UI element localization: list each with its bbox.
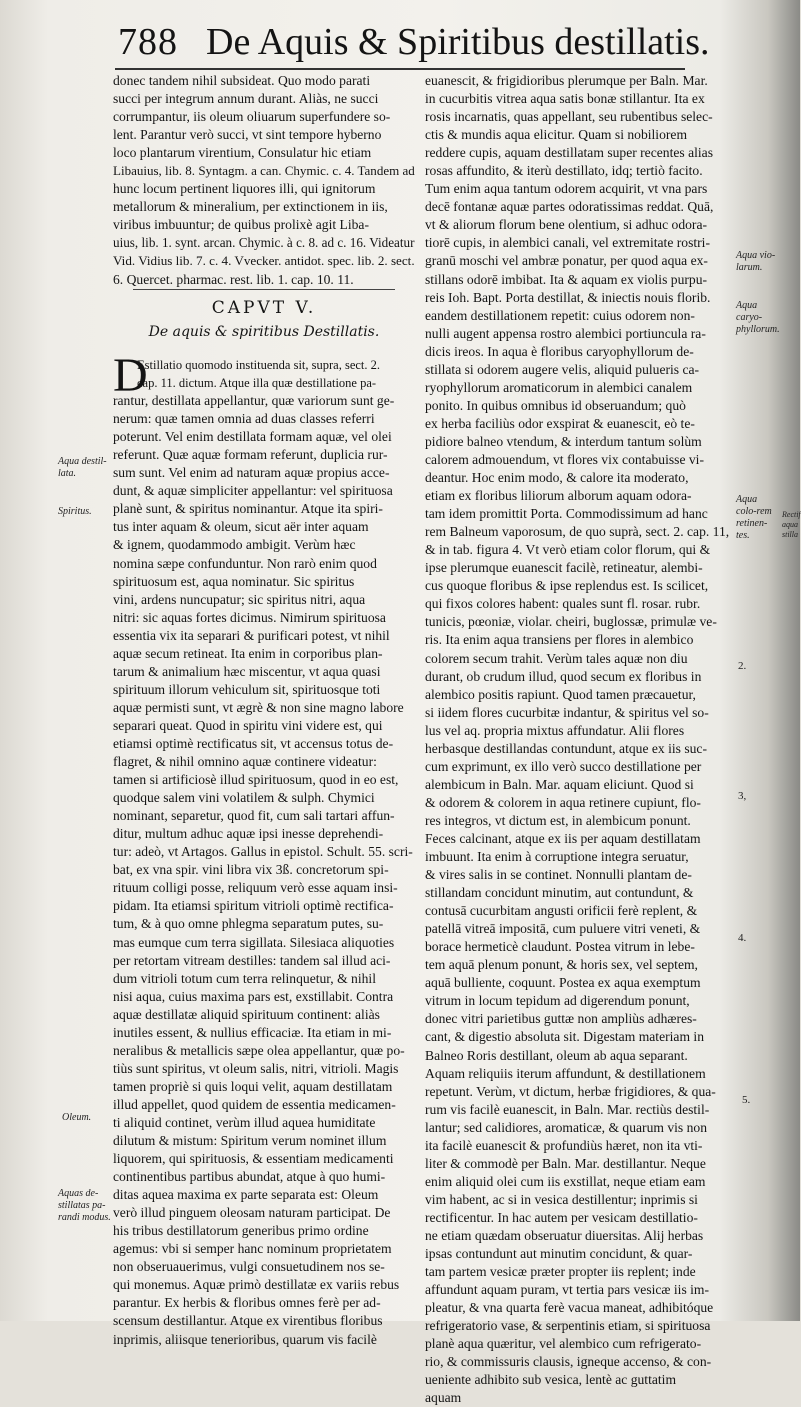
text-line: ne etiam quædam obseruatur diuersitas. Alij herbas bbox=[425, 1228, 704, 1243]
page-number: 788 bbox=[118, 21, 178, 63]
text-line: planè sunt, & spiritus nominantur. Atque ita spiri- bbox=[113, 501, 383, 517]
text-line: rum vis facilè euanescit, in Baln. Mar. rectiùs destil- bbox=[425, 1101, 710, 1117]
text-line: nisi aqua, cuius maxima pars est, exstillabit. Contra bbox=[113, 988, 394, 1004]
text-line: & odorem & colorem in aqua retinere cupiunt, flo- bbox=[425, 794, 701, 810]
text-line: Aquam reliquiis iterum affundunt, & destillationem bbox=[425, 1065, 706, 1081]
margin-number-5: 5. bbox=[742, 1094, 751, 1106]
text-line: stillandam concidunt minutim, aut contundunt, & bbox=[425, 885, 694, 901]
text-line: Feces calcinant, atque ex iis per aquam destillatam bbox=[425, 830, 701, 846]
text-line: non obseruauerimus, vulgi consuetudinem nos se- bbox=[113, 1259, 385, 1275]
text-line: dunt, & aquæ simpliciter appellantur: vel spirituosa bbox=[113, 483, 393, 499]
margin-number-2: 2. bbox=[738, 660, 747, 672]
text-line: calorem admouendum, vt flores vix contabuisse vi- bbox=[425, 451, 704, 467]
text-line: qui fixos colores habent: quales sunt fl. rosar. rubr. bbox=[425, 596, 701, 612]
text-line: eandem destillationem repetit: cuius odorem non- bbox=[425, 307, 695, 323]
text-line: aquæ destillatæ aliquid spirituum continent: aliàs bbox=[113, 1006, 380, 1022]
text-line: tiorē cupis, in alembici canali, vel extremitate rostri- bbox=[425, 235, 710, 251]
text-line: uius, lib. 1. synt. arcan. Chymic. à c. 8. ad c. 16. Videatur bbox=[113, 235, 415, 251]
text-line: inprimis, aliisque tenerioribus, quarum vis facilè bbox=[113, 1331, 377, 1347]
text-line: dicis ireos. In aqua è floribus caryophyllorum de- bbox=[425, 343, 694, 359]
text-line: Estillatio quomodo instituenda sit, supra, sect. 2. bbox=[137, 358, 381, 372]
text-line: tamen si artificiosè illud spirituosum, quod in eo est, bbox=[113, 772, 399, 788]
right-column bbox=[425, 72, 732, 1407]
text-line: deantur. Hoc enim modo, & calore ita moderato, bbox=[425, 470, 689, 486]
margin-note-aqua-colorem: Aqua colo-rem retinen-tes. bbox=[736, 494, 772, 541]
text-line: stillata si odorem augere velis, aliquid pulueris ca- bbox=[425, 361, 700, 377]
text-line: rio, & commissuris clausis, igneque accenso, & con- bbox=[425, 1354, 712, 1370]
text-line: ditas aquea maxima ex parte separata est: Oleum bbox=[113, 1187, 379, 1203]
text-line: etiam ex floribus liliorum alborum aquam odora- bbox=[425, 488, 692, 504]
margin-number-4: 4. bbox=[738, 932, 747, 944]
text-line: si iidem flores cucurbitæ indantur, & spiritus vel so- bbox=[425, 704, 709, 720]
text-line: separari queat. Quod in spiritu vini videre est, qui bbox=[113, 717, 383, 733]
text-line: vim habent, ac si in vesica destillentur; inprimis si bbox=[425, 1191, 698, 1207]
text-line: spirituosum est, aqua nominatur. Sic spiritus bbox=[113, 573, 355, 589]
header-rule bbox=[115, 68, 685, 70]
text-line: decē fontanæ aquæ partes odoratissimas reddat. Quā, bbox=[425, 199, 714, 215]
text-line: his tribus destillatorum generibus primo ordine bbox=[113, 1223, 369, 1239]
text-line: vini, ardens nuncupatur; sic spiritus nitri, aqua bbox=[113, 591, 366, 607]
text-line: planè aqua quæritur, vel alembico cum refrigerato- bbox=[425, 1336, 702, 1352]
text-line: affundunt aquam puram, vt tertia pars vesicæ iis im- bbox=[425, 1282, 710, 1298]
text-line: qui monemus. Aquæ primò destillatæ ex variis rebus bbox=[113, 1277, 400, 1293]
text-line: agemus: vbi si semper hanc nominum proprietatem bbox=[113, 1241, 392, 1257]
margin-note-aquas-parandi: Aquas de-stillatas pa-randi modus. bbox=[58, 1188, 111, 1223]
text-line: corrumpantur, iis oleum oliuarum superfundere so- bbox=[113, 109, 391, 125]
text-line: scensum destillantur. Atque ex virentibus floribus bbox=[113, 1313, 383, 1329]
text-line: tem aquā plenum ponunt, & horis sex, vel septem, bbox=[425, 957, 698, 973]
text-line: ipsas contundunt aut minutim concidunt, & quar- bbox=[425, 1246, 693, 1262]
text-line: Libauius, lib. 8. Syntagm. a can. Chymic. c. 4. Tandem ad bbox=[113, 163, 415, 179]
text-line: tur: adeò, vt Artagos. Gallus in epistol. Schult. 55. scri- bbox=[113, 844, 413, 860]
margin-note-spiritus: Spiritus. bbox=[58, 506, 92, 517]
text-line: vt & aliorum florum bene olentium, si adhuc odora- bbox=[425, 217, 708, 233]
text-line: mas eumque cum terra sigillata. Silesiaca aliquoties bbox=[113, 934, 395, 950]
text-line: refrigeratorio vase, & serpentinis etiam, si spirituosa bbox=[425, 1318, 711, 1334]
text-line: metallorum & mineralium, per extinctionem in iis, bbox=[113, 199, 388, 215]
text-line: granū moschi vel ambræ ponatur, per quod aqua ex- bbox=[425, 253, 708, 269]
text-line: rosis incarnatis, quas appellant, seu rubentibus selec- bbox=[425, 109, 713, 125]
text-line: imbuunt. Ita enim à corruptione integra seruatur, bbox=[425, 849, 689, 865]
text-line: 6. Quercet. pharmac. rest. lib. 1. cap. 10. 11. bbox=[113, 271, 354, 287]
text-line: viribus imbuuntur; de quibus prolixè agit Liba- bbox=[113, 217, 369, 233]
text-line: bat, ex vna spir. vini libra vix 3ß. concretorum spi- bbox=[113, 862, 389, 878]
text-line: Vid. Vidius lib. 7. c. 4. Vvecker. antidot. spec. lib. 2. sect. bbox=[113, 253, 415, 269]
text-line: rosas affundito, & iterù destillato, idq; tertiò facito. bbox=[425, 163, 703, 179]
text-line: tarum & animalium hæc miscentur, vt aqua quasi bbox=[113, 663, 381, 679]
running-title: De Aquis & Spiritibus destillatis. bbox=[206, 21, 710, 63]
text-line: ti aliquid continet, verùm illud aquea humiditate bbox=[113, 1114, 376, 1130]
chapter-title: CAPVT V. bbox=[211, 298, 317, 318]
text-line: repetunt. Verùm, vt dictum, herbæ frigidiores, & qua- bbox=[425, 1083, 716, 1099]
text-line: enim aliquid olei cum iis exstillat, neque etiam eam bbox=[425, 1173, 706, 1189]
text-line: dum vitrioli totum cum terra relinquetur, & nihil bbox=[113, 970, 376, 986]
text-line: ryophyllorum aromaticorum in alembici canalem bbox=[425, 379, 693, 395]
text-line: quodque salem vini volatilem & sulph. Chymici bbox=[113, 790, 375, 806]
text-line: sum sunt. Vel enim ad naturam aquæ propius acce- bbox=[113, 465, 390, 481]
text-line: tam idem promittit Porta. Commodissimum ad hanc bbox=[425, 506, 708, 522]
text-line: aquæ secum retineat. Ita enim in corporibus plan- bbox=[113, 645, 383, 661]
text-line: donec tandem nihil subsideat. Quo modo parati bbox=[113, 73, 371, 88]
text-line: aquam bbox=[425, 1390, 462, 1406]
text-line: tamen propriè si quis loqui velit, aquam destillatam bbox=[113, 1078, 393, 1094]
text-line: & vires salis in se continet. Nonnulli plantam de- bbox=[425, 867, 692, 883]
text-line: rituum colligi posse, reliquum verò esse aquam insi- bbox=[113, 880, 398, 896]
text-line: inutiles essent, & nullius efficaciæ. Ita etiam in mi- bbox=[113, 1024, 392, 1040]
text-line: verò illud pinguem oleosam naturam participat. De bbox=[113, 1205, 391, 1221]
text-line: borace hermeticè claudunt. Postea vitrum in lebe- bbox=[425, 939, 695, 955]
text-line: parantur. Ex herbis & floribus omnes ferè per ad- bbox=[113, 1295, 381, 1311]
text-line: tam partem vesicæ præter propter iis replent; inde bbox=[425, 1264, 696, 1280]
text-line: tum, & à quo omne phlegma separatum putes, su- bbox=[113, 916, 384, 932]
text-line: pleatur, & vna quarta ferè vacua maneat, adhibitóque bbox=[425, 1300, 714, 1316]
margin-note-oleum: Oleum. bbox=[62, 1112, 92, 1123]
text-line: pidam. Ita etiamsi spiritum vitrioli optimè rectifica- bbox=[113, 898, 394, 914]
text-line: continentibus partibus abundat, atque à quo humi- bbox=[113, 1169, 386, 1185]
text-line: aquæ permisti sunt, vt ægrè & non sine magno labore bbox=[113, 699, 404, 715]
text-line: cant, & digestio absoluta sit. Digestam materiam in bbox=[425, 1029, 704, 1045]
text-line: nulli augent appensa rostro alembici portiuncula ra- bbox=[425, 325, 706, 341]
margin-number-3: 3, bbox=[738, 790, 747, 802]
text-line: per retortam vitream destilles: tandem sal illud aci- bbox=[113, 952, 391, 968]
text-line: ita facilè euanescit & profundiùs hæret, non ita vti- bbox=[425, 1137, 703, 1153]
text-line: reis Ioh. Bapt. Porta destillat, & iniectis nouis florib. bbox=[425, 289, 711, 305]
text-line: flagret, & nihil omnino aquæ continere videatur: bbox=[113, 754, 377, 770]
text-line: cus quoque floribus & ipse replendus est. Is scilicet, bbox=[425, 578, 709, 594]
chapter-separator bbox=[113, 287, 415, 293]
text-line: dilutum & mistum: Spiritum verum nominet illum bbox=[113, 1133, 387, 1149]
text-line: ex herba faciliùs odor exspirat & euanescit, eò te- bbox=[425, 415, 695, 431]
text-line: alembicum in Baln. Mar. aquam eliciunt. Quod si bbox=[425, 776, 694, 792]
text-line: patellā vitreā impositā, cum puluere vitri veneti, & bbox=[425, 921, 701, 937]
text-line: Balneo Roris destillant, oleum ab aqua separant. bbox=[425, 1047, 688, 1063]
text-line: contusā cucurbitam angusti orificii ferè replent, & bbox=[425, 903, 698, 919]
text-line: poterunt. Vel enim destillata formam aquæ, vel olei bbox=[113, 429, 392, 445]
text-line: rectificentur. In hac autem per vesicam destillatio- bbox=[425, 1209, 698, 1225]
text-line: in cucurbitis vitrea aqua satis bonæ stillantur. Ita ex bbox=[425, 91, 705, 107]
drop-cap: D bbox=[113, 349, 148, 402]
text-line: ditur, multum adhuc aquæ ipsi inesse deprehendi- bbox=[113, 826, 384, 842]
text-line: neralibus & metallicis sæpe olea appellantur, quæ po- bbox=[113, 1042, 405, 1058]
chapter-subtitle: De aquis & spiritibus Destillatis. bbox=[148, 324, 380, 340]
text-line: lent. Parantur verò succi, vt sint tempore hyberno bbox=[113, 127, 382, 143]
text-line: rantur, destillata appellantur, quæ variorum sunt ge- bbox=[113, 393, 395, 409]
text-line: ueniente adhibito sub vesica, lentè ac guttatim bbox=[425, 1372, 677, 1388]
text-line: reddere cupis, aquam destillatam super recentes alias bbox=[425, 145, 713, 161]
text-line: tunicis, pœoniæ, violar. cheiri, buglossæ, primulæ ve- bbox=[425, 614, 717, 630]
margin-note-aqua-destillata: Aqua destil-lata. bbox=[58, 456, 107, 479]
text-line: nitri: sic aquas fortes dicimus. Nimirum spirituosa bbox=[113, 609, 386, 625]
margin-note-aqua-violarum: Aqua vio-larum. bbox=[736, 250, 776, 273]
page-header bbox=[118, 20, 710, 70]
text-line: loco plantarum virentium, Consulatur hic etiam bbox=[113, 145, 372, 161]
text-line: hunc locum pertinent liquores illi, qui ignitorum bbox=[113, 181, 376, 197]
text-line: spirituum illorum vehiculum sit, spirituosque toti bbox=[113, 681, 381, 697]
text-line: res integros, vt dictum est, in alembicum ponunt. bbox=[425, 812, 691, 828]
text-line: ris. Ita enim aqua transiens per flores in alembico bbox=[425, 632, 694, 648]
text-line: herbasque destillandas contundunt, atque ex iis suc- bbox=[425, 740, 707, 756]
text-line: ctis & mundis aqua elicitur. Quam si nobiliorem bbox=[425, 127, 688, 143]
text-line: stillans odorē imbibat. Ita & aquam ex violis purpu- bbox=[425, 271, 708, 287]
text-line: nomina sæpe confunduntur. Non rarò enim quod bbox=[113, 555, 377, 571]
text-line: nominant, separetur, quod fit, cum sali tartari affun- bbox=[113, 808, 395, 824]
text-line: pidiore balneo vtendum, & interdum tantum solùm bbox=[425, 433, 702, 449]
text-line: illud appellet, quod quidem de essentia medicamen- bbox=[113, 1096, 396, 1112]
text-line: rem Balneum vaporosum, de quo suprà, sect. 2. cap. 11, bbox=[425, 524, 730, 540]
text-line: Tum enim aqua tantum odorem acquirit, vt vna pars bbox=[425, 181, 708, 197]
text-line: tiùs sunt spiritus, vt oleum salis, nitri, vitrioli. Magis bbox=[113, 1060, 399, 1076]
text-line: essentia vix ita separari & purificari potest, vt nihil bbox=[113, 627, 390, 643]
text-line: cum exprimunt, ex illo verò succo destillatione per bbox=[425, 758, 702, 774]
text-line: etiamsi optimè rectificatus sit, vt accensus totus de- bbox=[113, 735, 394, 751]
text-line: lantur; sed calidiores, aromaticæ, & quarum vis non bbox=[425, 1119, 708, 1135]
text-line: succi per integrum annum durant. Aliàs, ne succi bbox=[113, 91, 379, 107]
text-line: referunt. Quæ aquæ formam referunt, duplicia rur- bbox=[113, 447, 388, 463]
text-line: nerum: quæ tamen omnia ad duas classes referri bbox=[113, 411, 375, 427]
text-line: lus vel aq. propria mixtus affundatur. Alii flores bbox=[425, 722, 685, 738]
text-line: cap. 11. dictum. Atque illa quæ destillatione pa- bbox=[137, 376, 377, 391]
text-line: ipse plerumque euanescit facilè, retineatur, alembi- bbox=[425, 560, 703, 576]
text-line: ponito. In quibus omnibus id obseruandum; quò bbox=[425, 397, 686, 413]
text-line: colorem secum trahit. Verùm tales aquæ non diu bbox=[425, 650, 688, 666]
margin-note-edge: Rectif aqua stilla bbox=[782, 510, 801, 539]
text-line: tus inter aquam & oleum, sicut aër inter aquam bbox=[113, 519, 369, 535]
left-column-body bbox=[113, 349, 415, 1349]
text-line: alembico positis rapiunt. Quod tamen præcauetur, bbox=[425, 686, 696, 702]
text-line: durant, ob crudum illud, quod secum ex floribus in bbox=[425, 668, 702, 684]
text-line: euanescit, & frigidioribus plerumque per Baln. Mar. bbox=[425, 73, 708, 88]
text-line: aquā bulliente, coquunt. Postea ex aqua exemptum bbox=[425, 975, 701, 991]
margin-note-aqua-caryophyllorum: Aqua caryo-phyllorum. bbox=[736, 300, 780, 335]
text-line: vitrum in locum tepidum ad digerendum ponunt, bbox=[425, 993, 690, 1009]
text-line: donec vitri parietibus guttæ non ampliùs adhæres- bbox=[425, 1011, 697, 1027]
text-line: liquorem, qui spirituosis, & essentiam medicamenti bbox=[113, 1151, 394, 1167]
text-line: liter & commodè per Baln. Mar. destillantur. Neque bbox=[425, 1155, 706, 1171]
text-line: & in tab. figura 4. Vt verò etiam color florum, qui & bbox=[425, 542, 711, 558]
text-line: & ignem, quodammodo ambigit. Verùm hæc bbox=[113, 537, 356, 553]
left-column-top bbox=[113, 72, 415, 289]
